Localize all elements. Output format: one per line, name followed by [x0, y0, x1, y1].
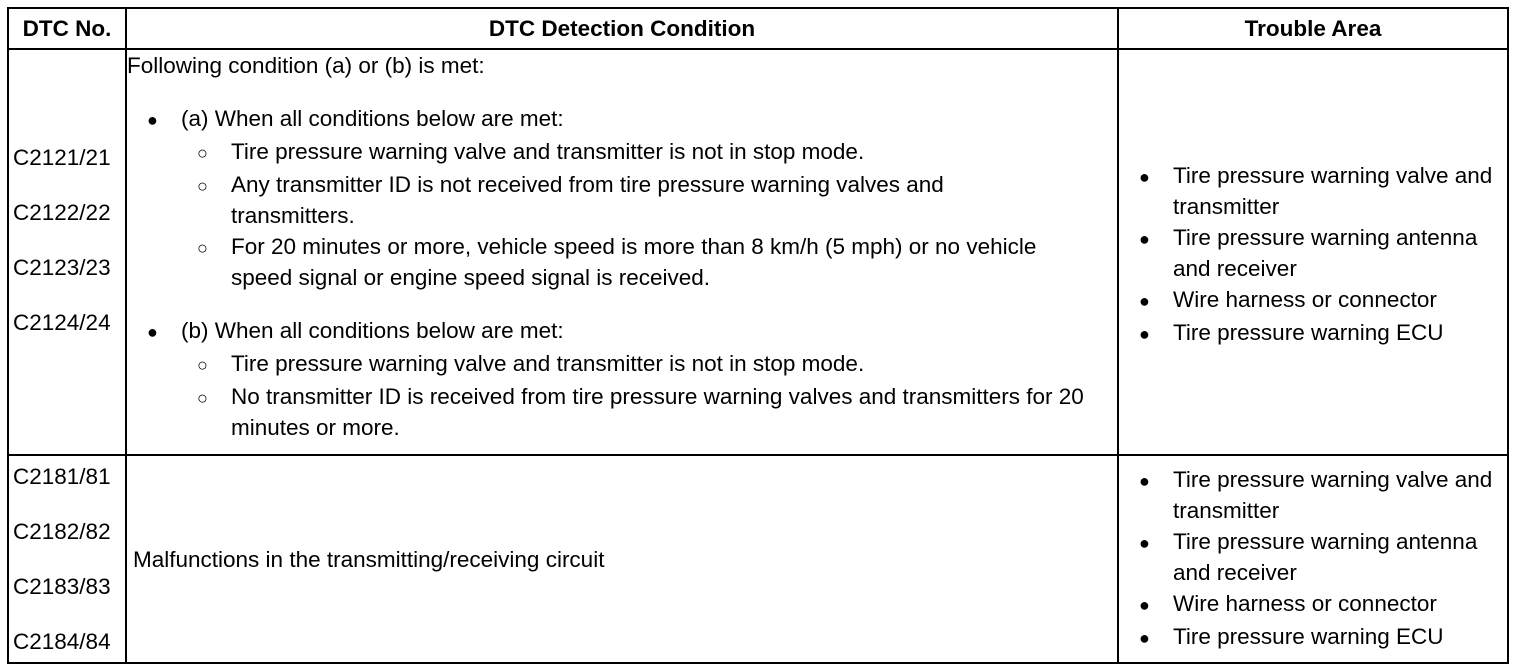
list-item: ● Tire pressure warning ECU — [1139, 317, 1501, 350]
bullet-icon — [1139, 621, 1173, 654]
list-item: ● Wire harness or connector — [1139, 588, 1501, 621]
header-dtc-no: DTC No. — [8, 8, 126, 49]
dtc-code: C2181/81 — [13, 464, 111, 489]
list-item: ○ Tire pressure warning valve and transmitter is not in stop mode. — [197, 136, 1117, 169]
list-item: ○ Any transmitter ID is not received from tire pressure warning valves and transmitters. — [197, 169, 1117, 231]
circle-bullet-icon — [197, 169, 231, 231]
detection-condition-cell — [126, 455, 1118, 663]
bullet-icon — [1139, 317, 1173, 350]
circle-bullet-icon — [197, 231, 231, 293]
table-row — [8, 49, 1508, 455]
dtc-code: C2184/84 — [13, 629, 111, 654]
condition-group-b — [147, 315, 1117, 443]
bullet-icon — [147, 315, 181, 348]
bullet-icon — [1139, 588, 1173, 621]
bullet-icon — [147, 103, 181, 136]
condition-group-a — [147, 103, 1117, 293]
dtc-code: C2122/22 — [13, 200, 111, 225]
list-item: ● Tire pressure warning valve and transmitter — [1139, 464, 1501, 526]
dtc-code: C2121/21 — [13, 145, 111, 170]
list-item: ● Tire pressure warning valve and transmitter — [1139, 160, 1501, 222]
list-item: ○ No transmitter ID is received from tire pressure warning valves and transmitters for 20 minutes or more. — [197, 381, 1117, 443]
dtc-codes-cell — [8, 455, 126, 663]
dtc-code: C2124/24 — [13, 310, 111, 335]
header-detection-condition: DTC Detection Condition — [126, 8, 1118, 49]
table-row — [8, 455, 1508, 663]
list-item: ○ Tire pressure warning valve and transmitter is not in stop mode. — [197, 348, 1117, 381]
trouble-area-cell — [1118, 455, 1508, 663]
circle-bullet-icon — [197, 348, 231, 381]
dtc-code: C2183/83 — [13, 574, 111, 599]
bullet-icon — [1139, 222, 1173, 284]
dtc-codes-cell — [8, 49, 126, 455]
header-trouble-area: Trouble Area — [1118, 8, 1508, 49]
bullet-icon — [1139, 464, 1173, 526]
condition-intro: Following condition (a) or (b) is met: — [127, 53, 485, 78]
condition-text: Malfunctions in the transmitting/receiving circuit — [133, 546, 605, 572]
bullet-icon — [1139, 284, 1173, 317]
dtc-code: C2182/82 — [13, 519, 111, 544]
condition-group-label: (a) When all conditions below are met: — [181, 106, 564, 131]
detection-condition-cell — [126, 49, 1118, 455]
list-item: ● Tire pressure warning ECU — [1139, 621, 1501, 654]
dtc-table — [7, 7, 1509, 664]
condition-group-label: (b) When all conditions below are met: — [181, 318, 564, 343]
circle-bullet-icon — [197, 136, 231, 169]
list-item: ○ For 20 minutes or more, vehicle speed is more than 8 km/h (5 mph) or no vehicle speed signal or engine speed signal is received. — [197, 231, 1117, 293]
bullet-icon — [1139, 160, 1173, 222]
table-header-row — [8, 8, 1508, 49]
list-item: ● Tire pressure warning antenna and receiver — [1139, 222, 1501, 284]
list-item: ● Tire pressure warning antenna and receiver — [1139, 526, 1501, 588]
circle-bullet-icon — [197, 381, 231, 443]
list-item: ● Wire harness or connector — [1139, 284, 1501, 317]
bullet-icon — [1139, 526, 1173, 588]
dtc-code: C2123/23 — [13, 255, 111, 280]
trouble-area-cell — [1118, 49, 1508, 455]
